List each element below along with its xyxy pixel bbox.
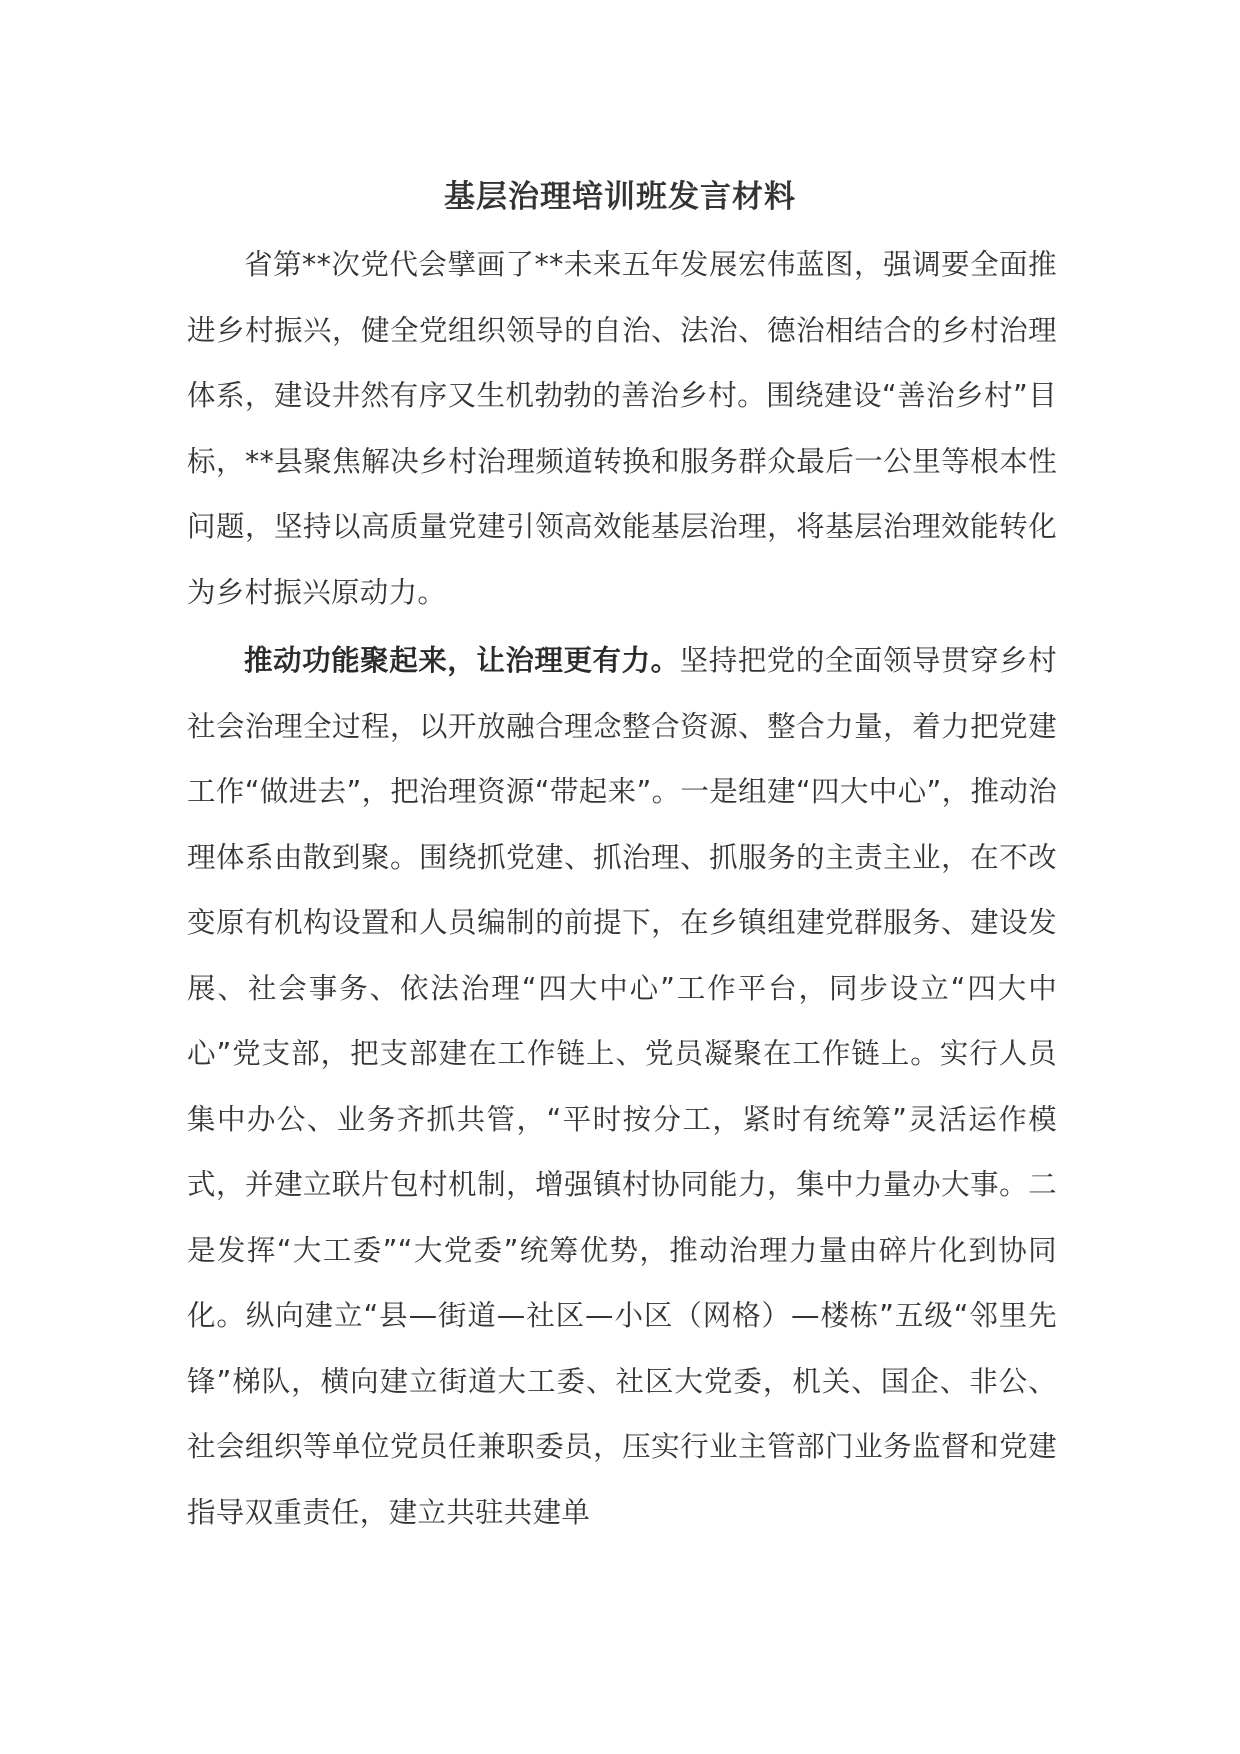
paragraph-section-1	[187, 628, 1057, 1545]
paragraph-text: 坚持把党的全面领导贯穿乡村社会治理全过程，以开放融合理念整合资源、整合力量，着力把党建工作“做进去”，把治理资源“带起来”。一是组建“四大中心”，推动治理体系由散到聚。围绕抓党建、抓治理、抓服务的主责主业，在不改变原有机构设置和人员编制的前提下，在乡镇组建党群服务、建设发展、社会事务、依法治理“四大中心”工作平台，同步设立“四大中心”党支部，把支部建在工作链上、党员凝聚在工作链上。实行人员集中办公、业务齐抓共管，“平时按分工，紧时有统筹”灵活运作模式，并建立联片包村机制，增强镇村协同能力，集中力量办大事。二是发挥“大工委”“大党委”统筹优势，推动治理力量由碎片化到协同化。纵向建立“县—街道—社区—小区（网格）—楼栋”五级“邻里先锋”梯队，横向建立街道大工委、社区大党委，机关、国企、非公、社会组织等单位党员任兼职委员，压实行业主管部门业务监督和党建指导双重责任，建立共驻共建单	[187, 644, 1057, 1529]
paragraph-text: 省第**次党代会擘画了**未来五年发展宏伟蓝图，强调要全面推进乡村振兴，健全党组织领导的自治、法治、德治相结合的乡村治理体系，建设井然有序又生机勃勃的善治乡村。围绕建设“善治乡村”目标，**县聚焦解决乡村治理频道转换和服务群众最后一公里等根本性问题，坚持以高质量党建引领高效能基层治理，将基层治理效能转化为乡村振兴原动力。	[187, 248, 1057, 609]
paragraph-intro	[187, 232, 1057, 625]
document-title: 基层治理培训班发言材料	[444, 179, 796, 215]
paragraph-lead-heading: 推动功能聚起来，让治理更有力。	[244, 644, 680, 677]
